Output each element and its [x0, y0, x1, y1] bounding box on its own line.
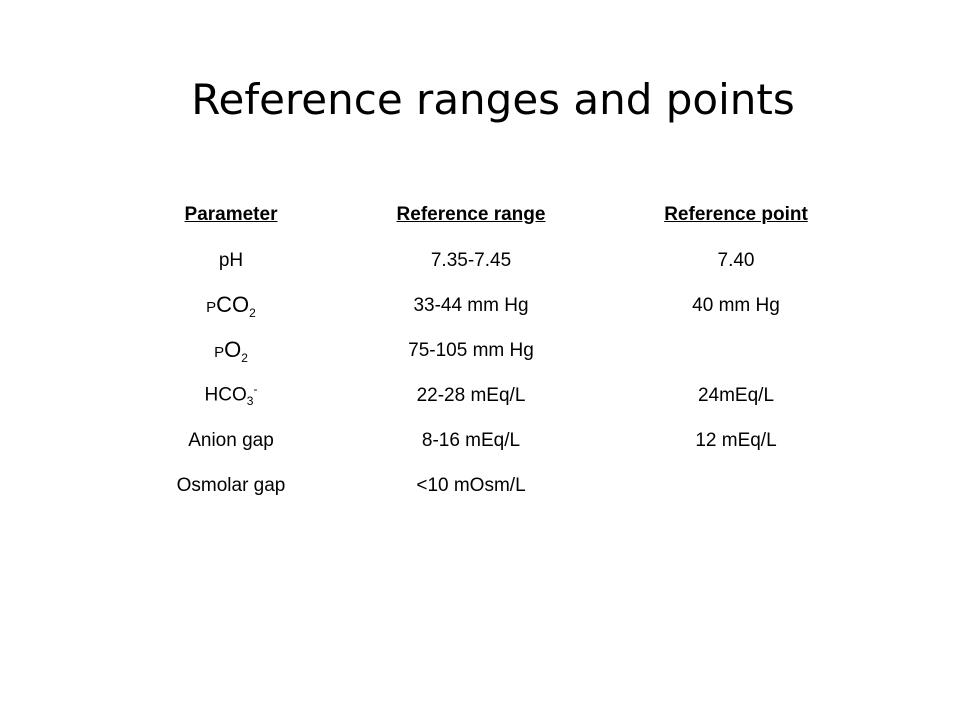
parameter-cell	[136, 283, 326, 328]
table-row	[136, 238, 856, 283]
parameter-cell	[136, 328, 326, 373]
parameter-main: HCO	[204, 384, 247, 406]
header-parameter: Parameter	[184, 204, 278, 225]
point-cell: 24mEq/L	[697, 384, 775, 406]
range-cell: 33-44 mm Hg	[413, 294, 529, 316]
parameter-superscript: -	[253, 382, 258, 397]
point-cell: 40 mm Hg	[692, 294, 780, 316]
parameter-main: CO	[216, 291, 250, 317]
table-row	[136, 463, 856, 508]
table-row	[136, 373, 856, 418]
range-cell: 8-16 mEq/L	[421, 429, 521, 451]
parameter-prefix: P	[206, 298, 217, 316]
table-row	[136, 328, 856, 373]
parameter-prefix: P	[214, 343, 225, 361]
parameter-cell: Osmolar gap	[176, 474, 286, 496]
parameter-cell: Anion gap	[188, 429, 274, 451]
reference-table	[136, 192, 856, 508]
point-cell	[616, 328, 856, 373]
range-cell: <10 mOsm/L	[416, 474, 526, 496]
parameter-subscript: 2	[241, 350, 248, 365]
parameter-cell	[136, 373, 326, 418]
header-reference-point: Reference point	[664, 204, 808, 225]
header-reference-range: Reference range	[396, 204, 546, 225]
table-row	[136, 283, 856, 328]
range-cell: 22-28 mEq/L	[416, 384, 526, 406]
point-cell: 7.40	[717, 249, 755, 271]
point-cell: 12 mEq/L	[695, 429, 777, 451]
table-row	[136, 418, 856, 463]
parameter-subscript: 3	[246, 394, 254, 409]
parameter-main: O	[224, 336, 242, 362]
point-cell	[616, 463, 856, 508]
table-header-row	[136, 192, 856, 238]
parameter-subscript: 2	[249, 305, 256, 320]
range-cell: 75-105 mm Hg	[408, 339, 534, 361]
range-cell: 7.35-7.45	[430, 249, 512, 271]
slide-title: Reference ranges and points	[191, 75, 795, 124]
parameter-cell: pH	[218, 249, 244, 271]
